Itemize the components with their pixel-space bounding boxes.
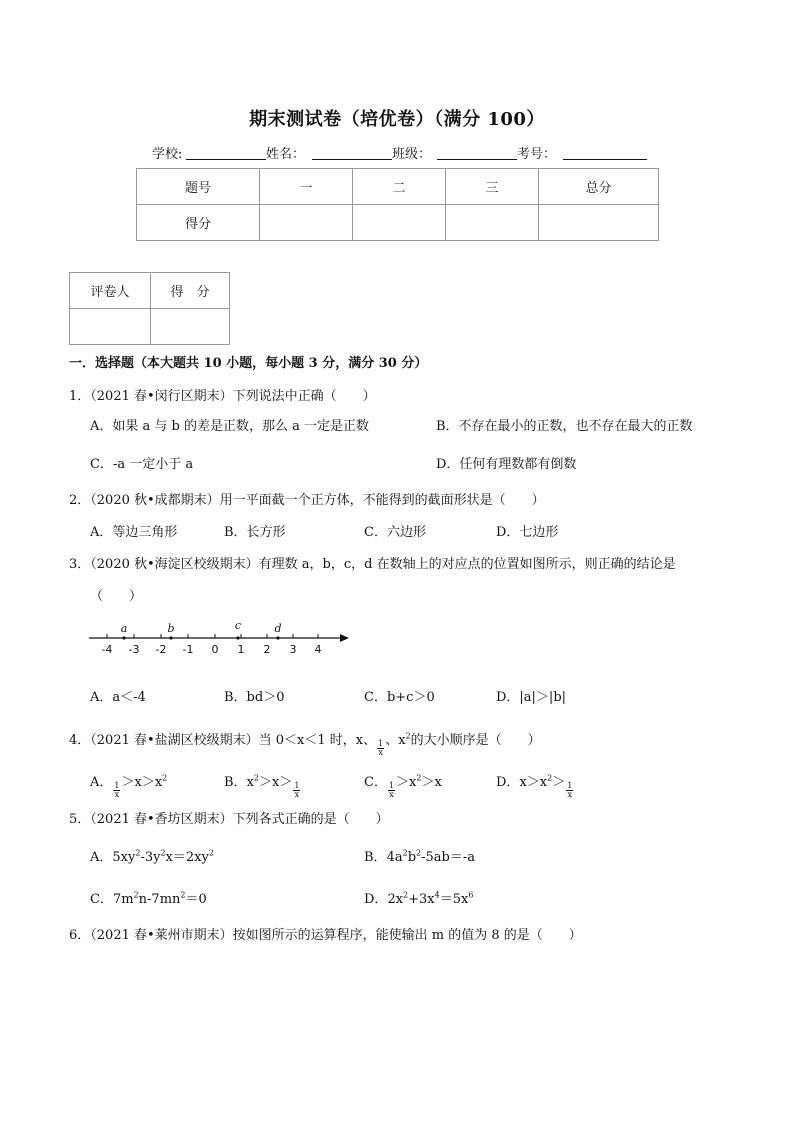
number-line-arrow xyxy=(340,634,349,642)
tick-label: 2 xyxy=(263,643,271,656)
q4-option-b[interactable]: B．$x^2>x>$ $\frac{1}{x}$ xyxy=(224,773,300,799)
q2-option-d[interactable]: D．七边形 xyxy=(496,525,559,540)
section-heading: 一．选择题（本大题共 10 小题，每小题 3 分，满分 30 分） xyxy=(69,356,428,371)
grader-header: 得 分 xyxy=(151,273,230,309)
q2-option-a[interactable]: A．等边三角形 xyxy=(90,525,178,540)
point-d-dot xyxy=(276,636,279,639)
point-b-label: b xyxy=(167,622,175,635)
grader-cell[interactable] xyxy=(70,309,151,345)
school-blank[interactable] xyxy=(186,146,266,160)
score-cell[interactable] xyxy=(353,205,446,241)
tick-label: 4 xyxy=(314,643,322,656)
q1-option-b[interactable]: B．不存在最小的正数，也不存在最大的正数 xyxy=(436,419,693,434)
point-a-label: a xyxy=(120,622,128,635)
tick-label: -1 xyxy=(182,643,194,656)
exam-no-blank[interactable] xyxy=(563,146,647,160)
q1-option-d[interactable]: D．任何有理数都有倒数 xyxy=(436,457,577,472)
score-cell[interactable] xyxy=(260,205,353,241)
score-cell[interactable] xyxy=(539,205,659,241)
q4-option-a[interactable]: A． $\frac{1}{x}$ $>x>x^2$ xyxy=(90,773,168,799)
tick-label: 0 xyxy=(211,643,219,656)
q4-option-c[interactable]: C． $\frac{1}{x}$ $>x^2>x$ xyxy=(364,773,442,799)
grader-table xyxy=(69,272,230,345)
score-table-header: 一 xyxy=(260,169,353,205)
q1-option-a[interactable]: A．如果 a 与 b 的差是正数，那么 a 一定是正数 xyxy=(90,419,370,434)
point-b-dot xyxy=(169,636,172,639)
point-d-label: d xyxy=(274,622,282,635)
question-6-stem: 6．（2021 春•莱州市期末）按如图所示的运算程序，能使输出 m 的值为 8 的是（ ） xyxy=(69,928,582,943)
q5-option-a[interactable]: A．$5xy^2-3y^2x=2xy^2$ xyxy=(90,848,214,865)
number-line xyxy=(85,618,355,658)
score-table-header: 二 xyxy=(353,169,446,205)
q2-option-c[interactable]: C．六边形 xyxy=(364,525,426,540)
question-5-stem: 5．（2021 春•香坊区期末）下列各式正确的是（ ） xyxy=(69,812,389,827)
tick-label: -2 xyxy=(155,643,167,656)
question-4-stem: 4．（2021 春•盐湖区校级期末）当 0＜x＜1 时，x、 $\frac{1}{x}$ 、$x^2$的大小顺序是（ ） xyxy=(69,731,541,757)
q5-option-b[interactable]: B．$4a^2b^2-5ab=-a$ xyxy=(364,848,475,865)
tick-label: -4 xyxy=(101,643,113,656)
name-label: 姓名： xyxy=(266,147,306,162)
q3-option-a[interactable]: A．a＜-4 xyxy=(90,690,146,705)
q2-option-b[interactable]: B．长方形 xyxy=(224,525,286,540)
tick-label: -3 xyxy=(128,643,140,656)
question-2-stem: 2．（2020 秋•成都期末）用一平面截一个正方体，不能得到的截面形状是（ ） xyxy=(69,493,545,508)
question-1-stem: 1．（2021 春•闵行区期末）下列说法中正确（ ） xyxy=(69,389,376,404)
q3-option-b[interactable]: B．bd＞0 xyxy=(224,690,285,705)
score-cell[interactable] xyxy=(446,205,539,241)
q3-option-d[interactable]: D．|a|＞|b| xyxy=(496,690,567,705)
class-blank[interactable] xyxy=(437,146,517,160)
class-label: 班级： xyxy=(392,147,432,162)
q1-option-c[interactable]: C．-a 一定小于 a xyxy=(90,457,194,472)
name-blank[interactable] xyxy=(312,146,392,160)
tick-label: 3 xyxy=(289,643,297,656)
point-a-dot xyxy=(122,636,125,639)
score-row-label: 得分 xyxy=(137,205,260,241)
score-table-header: 题号 xyxy=(137,169,260,205)
q5-option-d[interactable]: D．$2x^2+3x^4=5x^6$ xyxy=(364,890,474,907)
school-label: 学校: xyxy=(152,147,183,162)
exam-no-label: 考号： xyxy=(517,147,557,162)
grader-cell[interactable] xyxy=(151,309,230,345)
question-3-stem-cont: （ ） xyxy=(90,589,143,604)
q4-option-d[interactable]: D．$x>x^2>$ $\frac{1}{x}$ xyxy=(496,773,573,799)
q5-option-c[interactable]: C．$7m^2n-7mn^2=0$ xyxy=(90,890,207,907)
point-c-dot xyxy=(236,636,239,639)
question-3-stem: 3．（2020 秋•海淀区校级期末）有理数 a，b，c，d 在数轴上的对应点的位置如图所示，则正确的结论是 xyxy=(69,557,676,572)
score-table-header: 三 xyxy=(446,169,539,205)
q3-option-c[interactable]: C．b+c＞0 xyxy=(364,690,435,705)
tick-label: 1 xyxy=(237,643,245,656)
score-table-header: 总分 xyxy=(539,169,659,205)
point-c-label: c xyxy=(234,619,242,632)
score-table xyxy=(136,168,659,241)
page-title: 期末测试卷（培优卷）（满分 100） xyxy=(249,109,545,130)
grader-header: 评卷人 xyxy=(70,273,151,309)
fraction-1-over-x: $\frac{1}{x}$ xyxy=(378,739,384,757)
